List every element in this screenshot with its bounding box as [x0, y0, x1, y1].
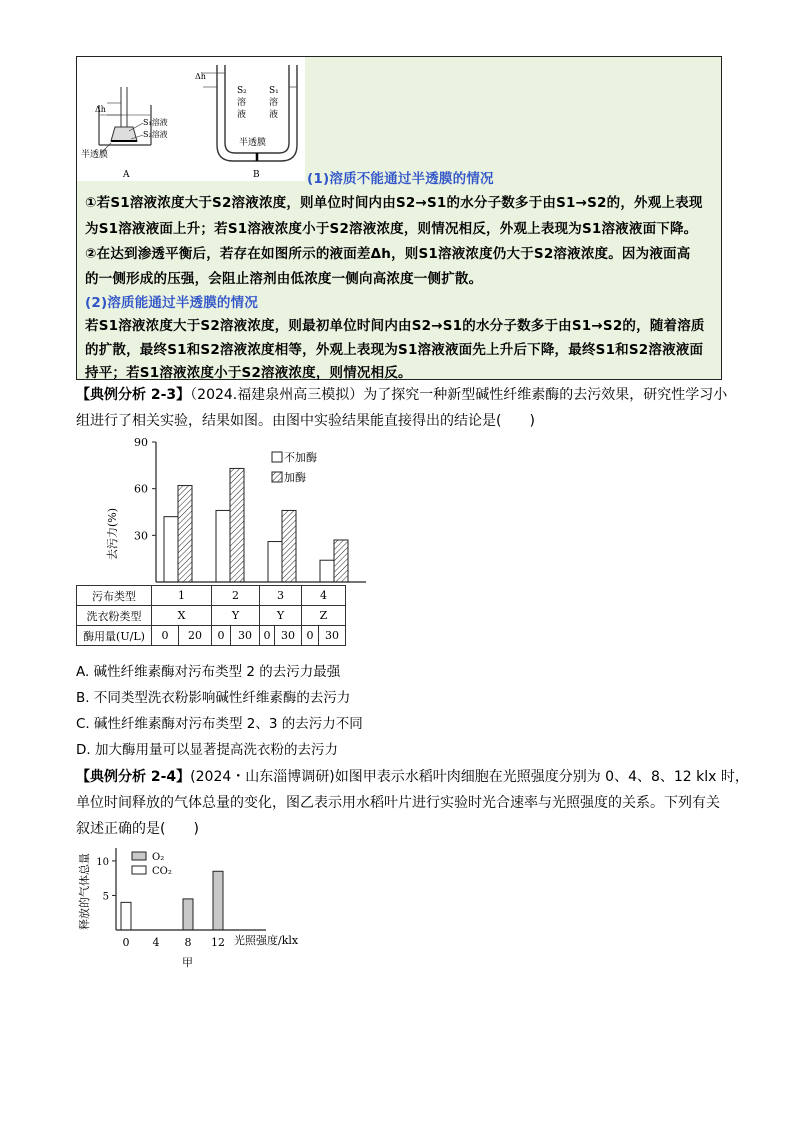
q24-caption: 甲 [182, 956, 193, 969]
bar-o2 [213, 871, 223, 930]
delta-h-label-b: Δh [195, 72, 206, 81]
q23-option-a[interactable]: A. 碱性纤维素酶对污布类型 2 的去污力最强 [76, 664, 341, 680]
osmosis-figure [77, 57, 305, 181]
row3-cell: 0 [260, 626, 275, 646]
box-line-2: 为S1溶液液面上升；若S1溶液浓度小于S2溶液浓度，则情况相反，外观上表现为S1溶液液面下降。 [85, 221, 698, 237]
box-heading-1: (1)溶质不能通过半透膜的情况 [307, 171, 494, 187]
legend-label-o2: O₂ [152, 852, 165, 863]
q23-ylabel: 去污力(%) [106, 507, 119, 560]
q23-option-c[interactable]: C. 碱性纤维素酶对污布类型 2、3 的去污力不同 [76, 716, 363, 732]
q23-legend [272, 450, 317, 484]
info-box [76, 56, 722, 380]
y-tick-label: 10 [96, 856, 109, 868]
bar-co2 [121, 902, 131, 930]
membrane-label-b: 半透膜 [239, 138, 267, 148]
membrane-label-a: 半透膜 [81, 150, 109, 160]
figure-label-a: A [123, 170, 130, 180]
q24-ylabel: 释放的气体总量 [78, 853, 91, 930]
legend-label-no-enzyme: 不加酶 [284, 451, 317, 464]
box-line-4: 的一侧形成的压强，会阻止溶剂由低浓度一侧向高浓度一侧扩散。 [85, 271, 483, 287]
q23-option-b[interactable]: B. 不同类型洗衣粉影响碱性纤维素酶的去污力 [76, 690, 351, 706]
row3-cell: 0 [302, 626, 319, 646]
s1-col-1: 溶 [269, 98, 279, 108]
q23-table [76, 585, 346, 646]
q24-line-1 [76, 766, 749, 786]
q24-xticks [123, 936, 226, 949]
bar-enzyme [282, 510, 296, 582]
s1-col-2: 液 [269, 110, 279, 120]
s2-col-1: 溶 [237, 98, 247, 108]
q24-tag: 【典例分析 2-4】 [76, 769, 191, 785]
q24-bars [121, 871, 223, 930]
box-line-7: 持平；若S1溶液浓度小于S2溶液浓度，则情况相反。 [85, 365, 412, 381]
box-line-1: ①若S1溶液浓度大于S2溶液浓度，则单位时间内由S2→S1的水分子数多于由S1→S2的，外观上表现 [85, 195, 703, 211]
bar-no-enzyme [268, 542, 282, 582]
y-tick-label: 5 [102, 891, 109, 903]
q23-chart [76, 434, 366, 586]
s2-col-0: S₂ [237, 86, 247, 96]
s2-col-2: 液 [237, 110, 247, 120]
osmosis-diagram [77, 57, 305, 181]
q24-line-2: 单位时间释放的气体总量的变化，图乙表示用水稻叶片进行实验时光合速率与光照强度的关系。下列有关 [76, 795, 720, 811]
row2-cell: Z [302, 606, 346, 626]
q23-line-2: 组进行了相关实验，结果如图。由图中实验结果能直接得出的结论是( ) [76, 413, 535, 429]
x-tick-label: 0 [122, 936, 130, 949]
q23-option-d[interactable]: D. 加大酶用量可以显著提高洗衣粉的去污力 [76, 742, 338, 758]
bar-enzyme [334, 540, 348, 582]
q24-chart [76, 842, 336, 972]
row3-cell: 30 [319, 626, 346, 646]
row3-cell: 30 [231, 626, 260, 646]
row1-cell: 1 [152, 586, 212, 606]
row2-cell: Y [212, 606, 260, 626]
y-tick-label: 30 [134, 529, 148, 543]
row3-cell: 20 [179, 626, 212, 646]
row1-cell: 2 [212, 586, 260, 606]
row1-label: 污布类型 [77, 586, 152, 606]
box-line-5: 若S1溶液浓度大于S2溶液浓度，则最初单位时间内由S2→S1的水分子数多于由S1→S2的，随着溶质 [85, 318, 705, 334]
q23-line-1 [76, 384, 727, 404]
legend-swatch-o2 [132, 852, 146, 860]
table-row [77, 606, 346, 626]
q24-legend [132, 852, 172, 877]
row3-label: 酶用量(U/L) [77, 626, 152, 646]
q24-line-3: 叙述正确的是( ) [76, 821, 199, 837]
row3-cell: 30 [275, 626, 302, 646]
bar-enzyme [178, 486, 192, 582]
q24-xlabel: 光照强度/klx [234, 934, 299, 947]
row1-cell: 4 [302, 586, 346, 606]
bar-o2 [183, 899, 193, 930]
y-tick-label: 60 [134, 482, 148, 496]
s1-col-0: S₁ [269, 86, 279, 96]
box-line-3: ②在达到渗透平衡后，若存在如图所示的液面差Δh，则S1溶液浓度仍大于S2溶液浓度。因为液面高 [85, 246, 691, 262]
legend-label-enzyme: 加酶 [284, 471, 306, 484]
bar-no-enzyme [164, 517, 178, 582]
row1-cell: 3 [260, 586, 302, 606]
legend-swatch-no-enzyme [272, 452, 282, 462]
q23-tag: 【典例分析 2-3】 [76, 387, 191, 403]
legend-label-co2: CO₂ [152, 866, 172, 877]
bar-no-enzyme [320, 560, 334, 582]
q23-bars [164, 468, 348, 582]
bar-enzyme [230, 468, 244, 582]
table-row [77, 626, 346, 646]
bar-no-enzyme [216, 510, 230, 582]
q23-text-1: （2024.福建泉州高三模拟）为了探究一种新型碱性纤维素酶的去污效果，研究性学习小 [190, 387, 728, 403]
s2-label-a: S₂溶液 [143, 130, 168, 139]
apparatus-b [195, 65, 297, 180]
q23-yticks [134, 436, 156, 542]
apparatus-a [81, 87, 168, 180]
x-tick-label: 4 [152, 936, 160, 949]
row3-cell: 0 [212, 626, 231, 646]
row2-cell: X [152, 606, 212, 626]
q24-yticks [96, 857, 116, 903]
x-tick-label: 8 [184, 936, 192, 949]
delta-h-label-a: Δh [95, 105, 106, 114]
row2-label: 洗衣粉类型 [77, 606, 152, 626]
q24-text-1: (2024・山东淄博调研)如图甲表示水稻叶肉细胞在光照强度分别为 0、4、8、12 klx 时， [190, 769, 749, 785]
row2-cell: Y [260, 606, 302, 626]
box-line-6: 的扩散，最终S1和S2溶液浓度相等，外观上表现为S1溶液液面先上升后下降，最终S1和S2溶液液面 [85, 342, 704, 358]
legend-swatch-co2 [132, 866, 146, 874]
s1-label-a: S₁溶液 [143, 118, 168, 127]
row3-cell: 0 [152, 626, 179, 646]
y-tick-label: 90 [134, 436, 148, 449]
legend-swatch-enzyme [272, 472, 282, 482]
box-heading-2: (2)溶质能通过半透膜的情况 [85, 295, 259, 311]
x-tick-label: 12 [211, 936, 225, 949]
table-row [77, 586, 346, 606]
figure-label-b: B [253, 170, 260, 180]
